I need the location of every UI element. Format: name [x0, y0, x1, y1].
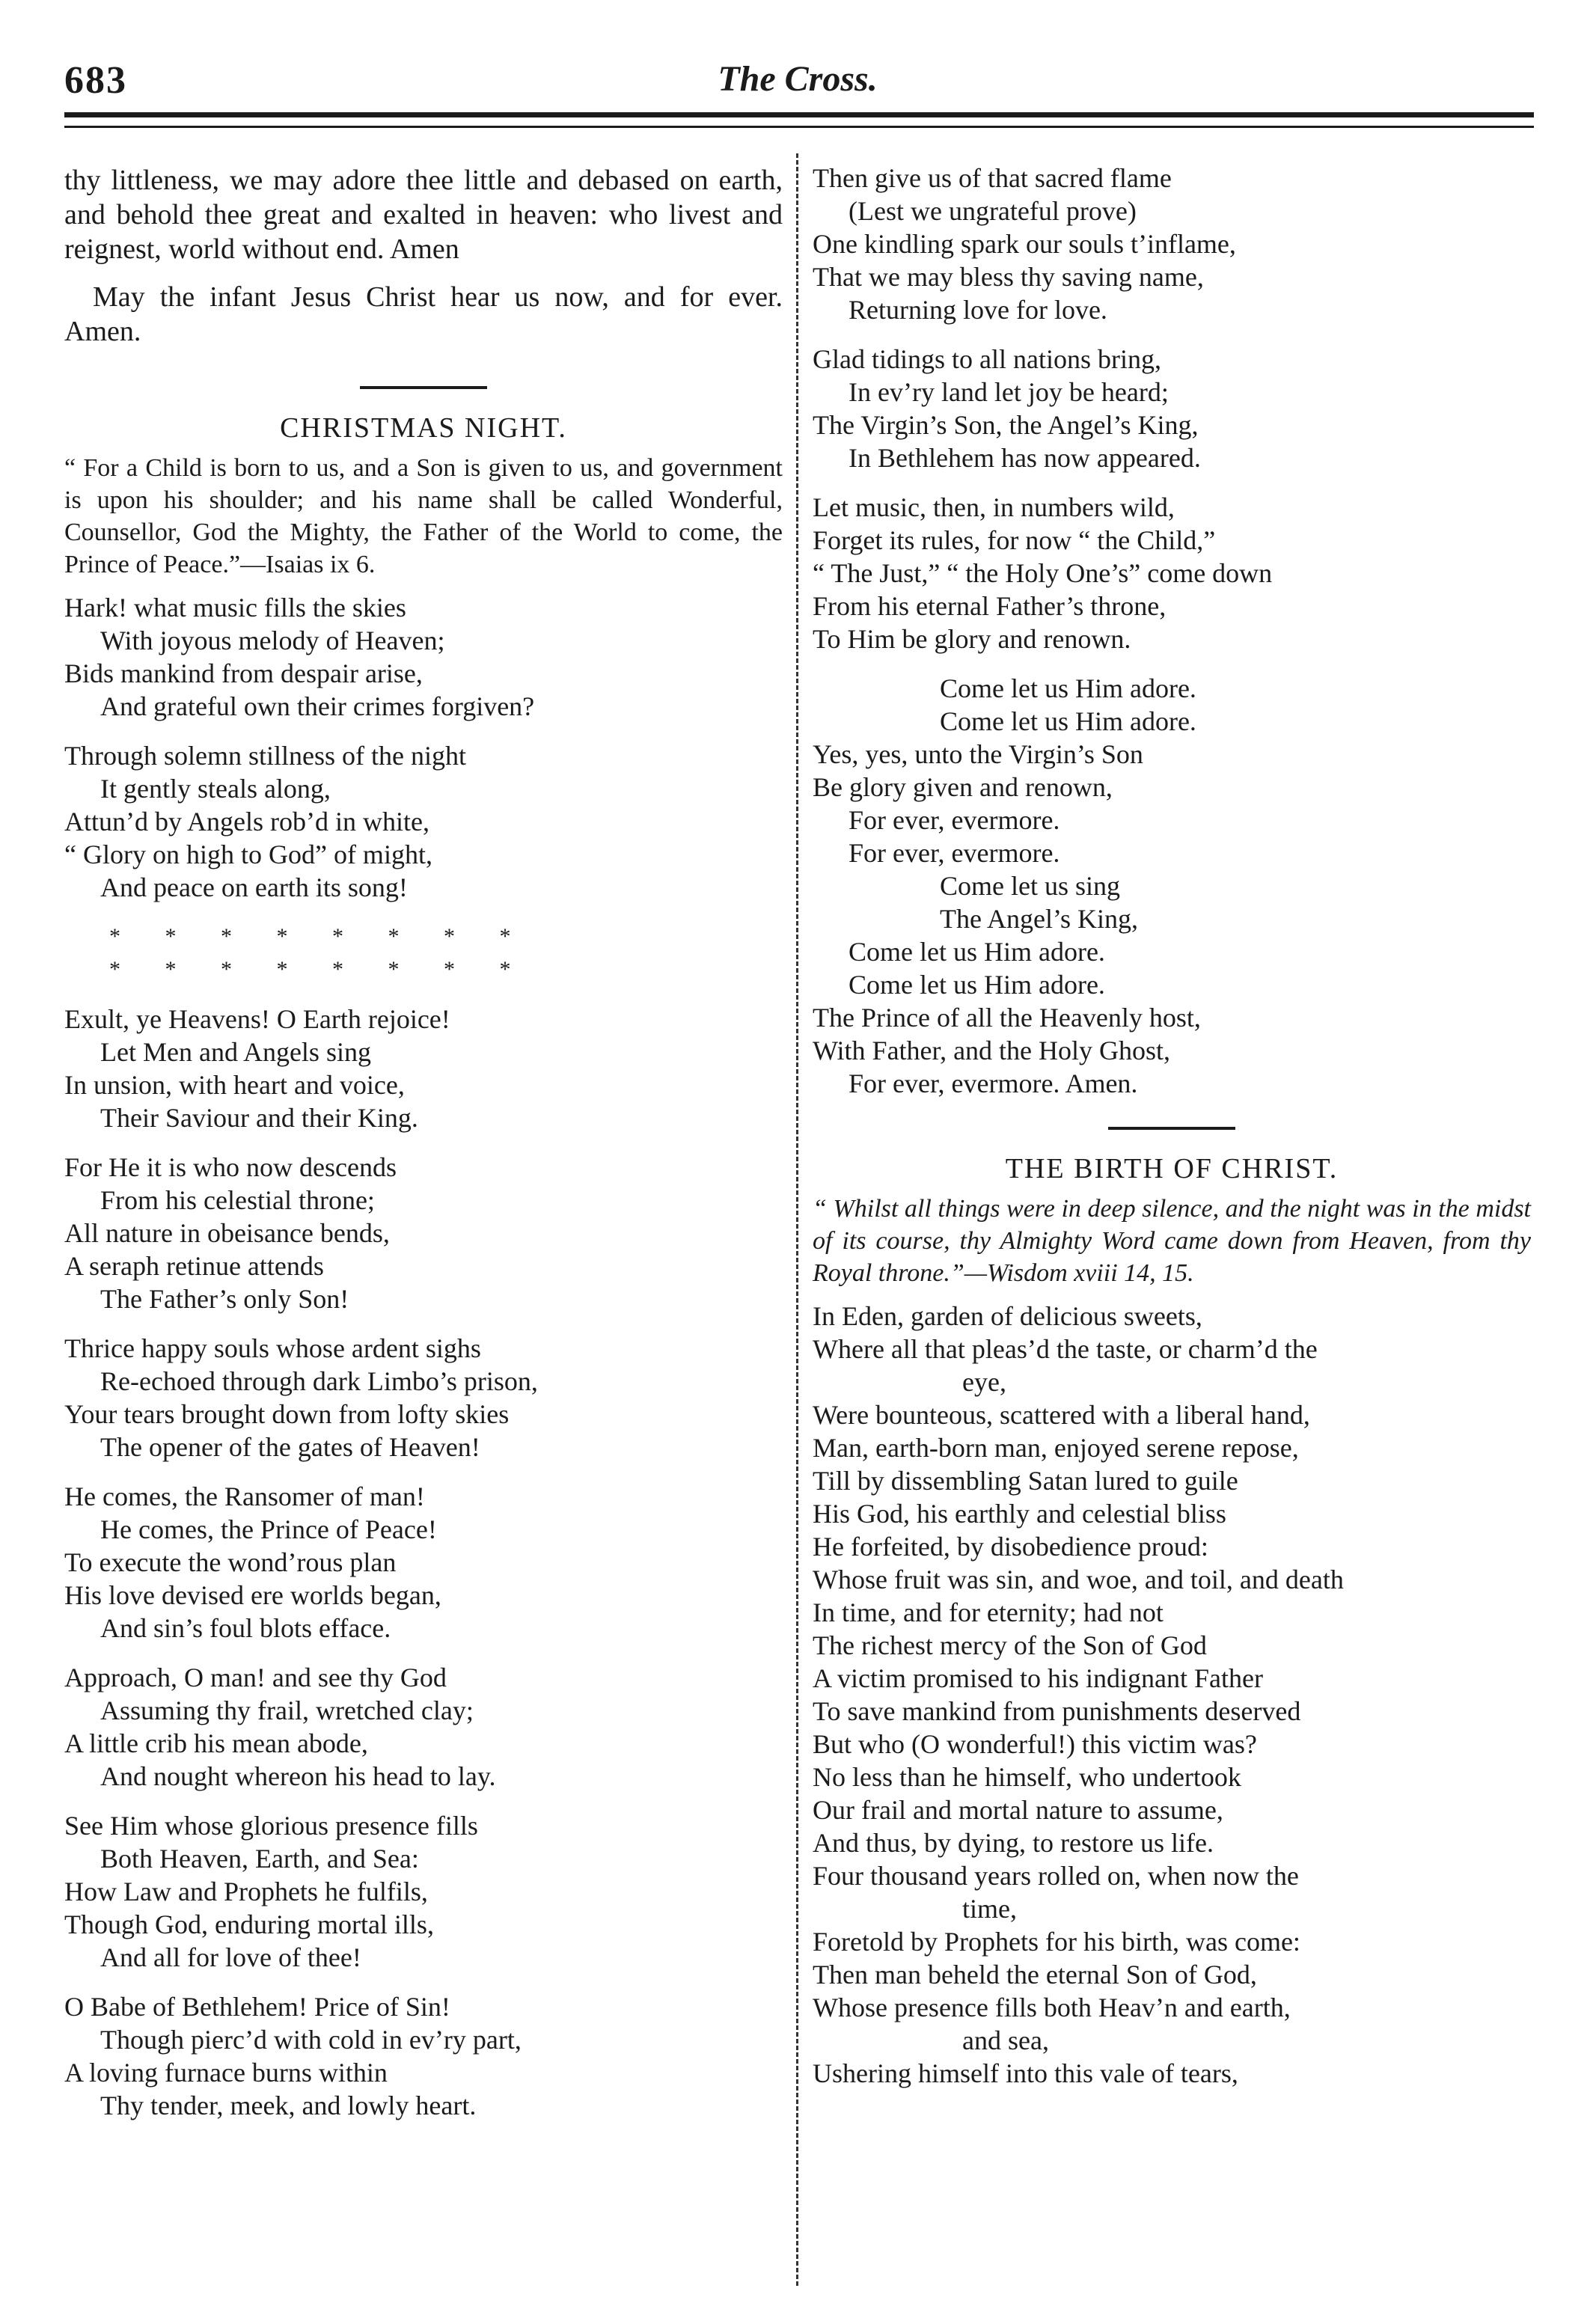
verse-line: Forget its rules, for now “ the Child,” — [813, 525, 1216, 555]
verse-line: For ever, evermore. Amen. — [849, 1068, 1138, 1098]
verse-line: For ever, evermore. — [849, 838, 1060, 868]
verse-line: No less than he himself, who undertook — [813, 1762, 1241, 1792]
verse-line: One kindling spark our souls t’inflame, — [813, 229, 1236, 259]
verse-line: He comes, the Prince of Peace! — [100, 1514, 437, 1544]
verse-line: Your tears brought down from lofty skies — [64, 1399, 510, 1429]
verse-line: “ Glory on high to God” of might, — [64, 840, 432, 869]
running-title: The Cross. — [718, 59, 878, 99]
verse-line: “ The Just,” “ the Holy One’s” come down — [813, 558, 1273, 588]
verse-line: Four thousand years rolled on, when now the — [813, 1861, 1299, 1891]
verse-line: Returning love for love. — [849, 295, 1107, 325]
verse-line: But who (O wonderful!) this victim was? — [813, 1729, 1257, 1759]
verse-line: Let music, then, in numbers wild, — [813, 492, 1175, 522]
verse-line: Though God, enduring mortal ills, — [64, 1909, 434, 1939]
verse-line: In ev’ry land let joy be heard; — [849, 377, 1169, 407]
verse-line: And grateful own their crimes forgiven? — [100, 691, 535, 721]
verse-line: To save mankind from punishments deserved — [813, 1696, 1301, 1726]
verse-line: To Him be glory and renown. — [813, 624, 1131, 654]
verse-line: Through solemn stillness of the night — [64, 741, 466, 771]
verse-line: Though pierc’d with cold in ev’ry part, — [100, 2025, 522, 2055]
verse-line: How Law and Prophets he fulfils, — [64, 1877, 428, 1906]
header-rule-thick — [64, 112, 1534, 117]
verse-line: Then give us of that sacred flame — [813, 163, 1172, 193]
verse-line: The Father’s only Son! — [100, 1284, 349, 1314]
verse-line: Their Saviour and their King. — [100, 1103, 418, 1133]
verse-line: Come let us Him adore. — [940, 706, 1196, 736]
verse-line: Whose fruit was sin, and woe, and toil, and death — [813, 1565, 1344, 1594]
verse-line: Exult, ye Heavens! O Earth rejoice! — [64, 1004, 450, 1034]
stanza — [813, 343, 1531, 474]
verse-line: Man, earth-born man, enjoyed serene repose, — [813, 1433, 1299, 1463]
verse-line: Come let us sing — [940, 871, 1120, 901]
verse-line-turnover: time, — [962, 1894, 1017, 1924]
verse-line: O Babe of Bethlehem! Price of Sin! — [64, 1992, 450, 2022]
verse-line: Whose presence fills both Heav’n and earth, — [813, 1993, 1291, 2022]
poem-christmas-night — [64, 591, 783, 2122]
stanza — [64, 1003, 783, 1134]
verse-line: Come let us Him adore. — [849, 970, 1105, 1000]
verse-line: In Eden, garden of delicious sweets, — [813, 1301, 1202, 1331]
verse-line: With joyous melody of Heaven; — [100, 626, 445, 655]
poem-epigraph-2: “ Whilst all things were in deep silence, and the night was in the midst of its course, thy Almighty Word came down from Heaven, from thy Royal throne.”—Wisdom xviii 14, 15. — [813, 1195, 1531, 1287]
opening-amen: May the infant Jesus Christ hear us now, and for ever. Amen. — [64, 281, 783, 347]
verse-line: For He it is who now descends — [64, 1152, 397, 1182]
verse-line: Thy tender, meek, and lowly heart. — [100, 2091, 477, 2120]
verse-line: The Prince of all the Heavenly host, — [813, 1003, 1201, 1033]
verse-line: His love devised ere worlds began, — [64, 1580, 441, 1610]
verse-line: Re-echoed through dark Limbo’s prison, — [100, 1366, 538, 1396]
verse-line: Yes, yes, unto the Virgin’s Son — [813, 739, 1143, 769]
verse-line: Let Men and Angels sing — [100, 1037, 371, 1067]
right-column — [813, 135, 1531, 2090]
verse-line: Bids mankind from despair arise, — [64, 658, 423, 688]
column-divider — [796, 153, 798, 2286]
page-header — [64, 52, 1531, 105]
stanza — [64, 1809, 783, 1974]
blank-verse-birth-of-christ — [813, 1300, 1531, 2090]
poem-heading-birth-of-christ: THE BIRTH OF CHRIST. — [1005, 1153, 1339, 1184]
asterism: * * * * * * * * — [109, 957, 531, 982]
stanza — [64, 1661, 783, 1793]
verse-line: Hark! what music fills the skies — [64, 593, 406, 623]
verse-line: In unsion, with heart and voice, — [64, 1070, 405, 1100]
asterism: * * * * * * * * — [109, 924, 531, 949]
section-rule — [360, 386, 487, 389]
verse-line: A loving furnace burns within — [64, 2058, 388, 2088]
verse-line: For ever, evermore. — [849, 805, 1060, 835]
verse-line: Till by dissembling Satan lured to guile — [813, 1466, 1238, 1496]
verse-line: (Lest we ungrateful prove) — [849, 196, 1137, 226]
verse-line: And peace on earth its song! — [100, 872, 408, 902]
verse-line-turnover: and sea, — [962, 2025, 1049, 2055]
verse-line: From his eternal Father’s throne, — [813, 591, 1167, 621]
stanza — [813, 491, 1531, 655]
verse-line: Where all that pleas’d the taste, or charm’d the — [813, 1334, 1318, 1364]
verse-line: Foretold by Prophets for his birth, was come: — [813, 1927, 1300, 1957]
verse-line: Ushering himself into this vale of tears, — [813, 2058, 1238, 2088]
page-number: 683 — [64, 59, 127, 102]
verse-line: From his celestial throne; — [100, 1185, 375, 1215]
verse-line: The opener of the gates of Heaven! — [100, 1432, 480, 1462]
verse-line: The Angel’s King, — [940, 904, 1138, 934]
verse-line: To execute the wond’rous plan — [64, 1547, 397, 1577]
verse-line: A victim promised to his indignant Father — [813, 1663, 1263, 1693]
verse-line: Were bounteous, scattered with a liberal hand, — [813, 1400, 1310, 1430]
verse-line: And all for love of thee! — [100, 1942, 361, 1972]
stanza — [64, 1332, 783, 1464]
stanza — [813, 672, 1531, 1100]
header-rule-thin — [64, 126, 1534, 128]
verse-line: Thrice happy souls whose ardent sighs — [64, 1333, 481, 1363]
verse-line: Come let us Him adore. — [940, 673, 1196, 703]
verse-line: Come let us Him adore. — [849, 937, 1105, 967]
verse-line: And sin’s foul blots efface. — [100, 1613, 391, 1643]
verse-line: The Virgin’s Son, the Angel’s King, — [813, 410, 1199, 440]
verse-line: And thus, by dying, to restore us life. — [813, 1828, 1214, 1858]
stanza — [64, 1480, 783, 1645]
verse-line: Attun’d by Angels rob’d in white, — [64, 807, 429, 837]
stanza — [64, 920, 783, 986]
verse-line: That we may bless thy saving name, — [813, 262, 1204, 292]
verse-line: Glad tidings to all nations bring, — [813, 344, 1161, 374]
verse-line: A seraph retinue attends — [64, 1251, 324, 1281]
verse-line: Our frail and mortal nature to assume, — [813, 1795, 1223, 1825]
verse-line: With Father, and the Holy Ghost, — [813, 1036, 1171, 1065]
stanza — [64, 591, 783, 723]
verse-line: It gently steals along, — [100, 774, 331, 804]
verse-line: Approach, O man! and see thy God — [64, 1663, 447, 1692]
verse-line: All nature in obeisance bends, — [64, 1218, 390, 1248]
stanza — [64, 1151, 783, 1315]
verse-line: Assuming thy frail, wretched clay; — [100, 1695, 474, 1725]
verse-line: Then man beheld the eternal Son of God, — [813, 1960, 1257, 1990]
verse-line: Both Heaven, Earth, and Sea: — [100, 1844, 419, 1874]
poem-continuation — [813, 162, 1531, 1100]
stanza — [64, 1990, 783, 2122]
poem-heading-christmas-night: CHRISTMAS NIGHT. — [280, 412, 567, 444]
verse-line: The richest mercy of the Son of God — [813, 1630, 1207, 1660]
section-rule-2 — [1108, 1127, 1235, 1130]
verse-line: He forfeited, by disobedience proud: — [813, 1532, 1208, 1562]
verse-line: In time, and for eternity; had not — [813, 1597, 1164, 1627]
stanza — [64, 739, 783, 904]
left-column — [64, 135, 783, 2138]
verse-line: A little crib his mean abode, — [64, 1728, 368, 1758]
verse-line: In Bethlehem has now appeared. — [849, 443, 1201, 473]
verse-line: He comes, the Ransomer of man! — [64, 1481, 425, 1511]
verse-line: See Him whose glorious presence fills — [64, 1811, 478, 1841]
verse-line: Be glory given and renown, — [813, 772, 1113, 802]
verse-line: His God, his earthly and celestial bliss — [813, 1499, 1226, 1529]
verse-line: And nought whereon his head to lay. — [100, 1761, 496, 1791]
verse-line-turnover: eye, — [962, 1367, 1006, 1397]
poem-epigraph: “ For a Child is born to us, and a Son is given to us, and government is upon his shoulder; and his name shall be called Wonderful, Counsellor, God the Mighty, the Father of the World to come, the Prince of Peace.”—Isaias ix 6. — [64, 454, 783, 578]
opening-prose: thy littleness, we may adore thee little and debased on earth, and behold thee great and exalted in heaven: who livest and reignest, world without end. Amen — [64, 165, 783, 265]
stanza — [813, 162, 1531, 326]
